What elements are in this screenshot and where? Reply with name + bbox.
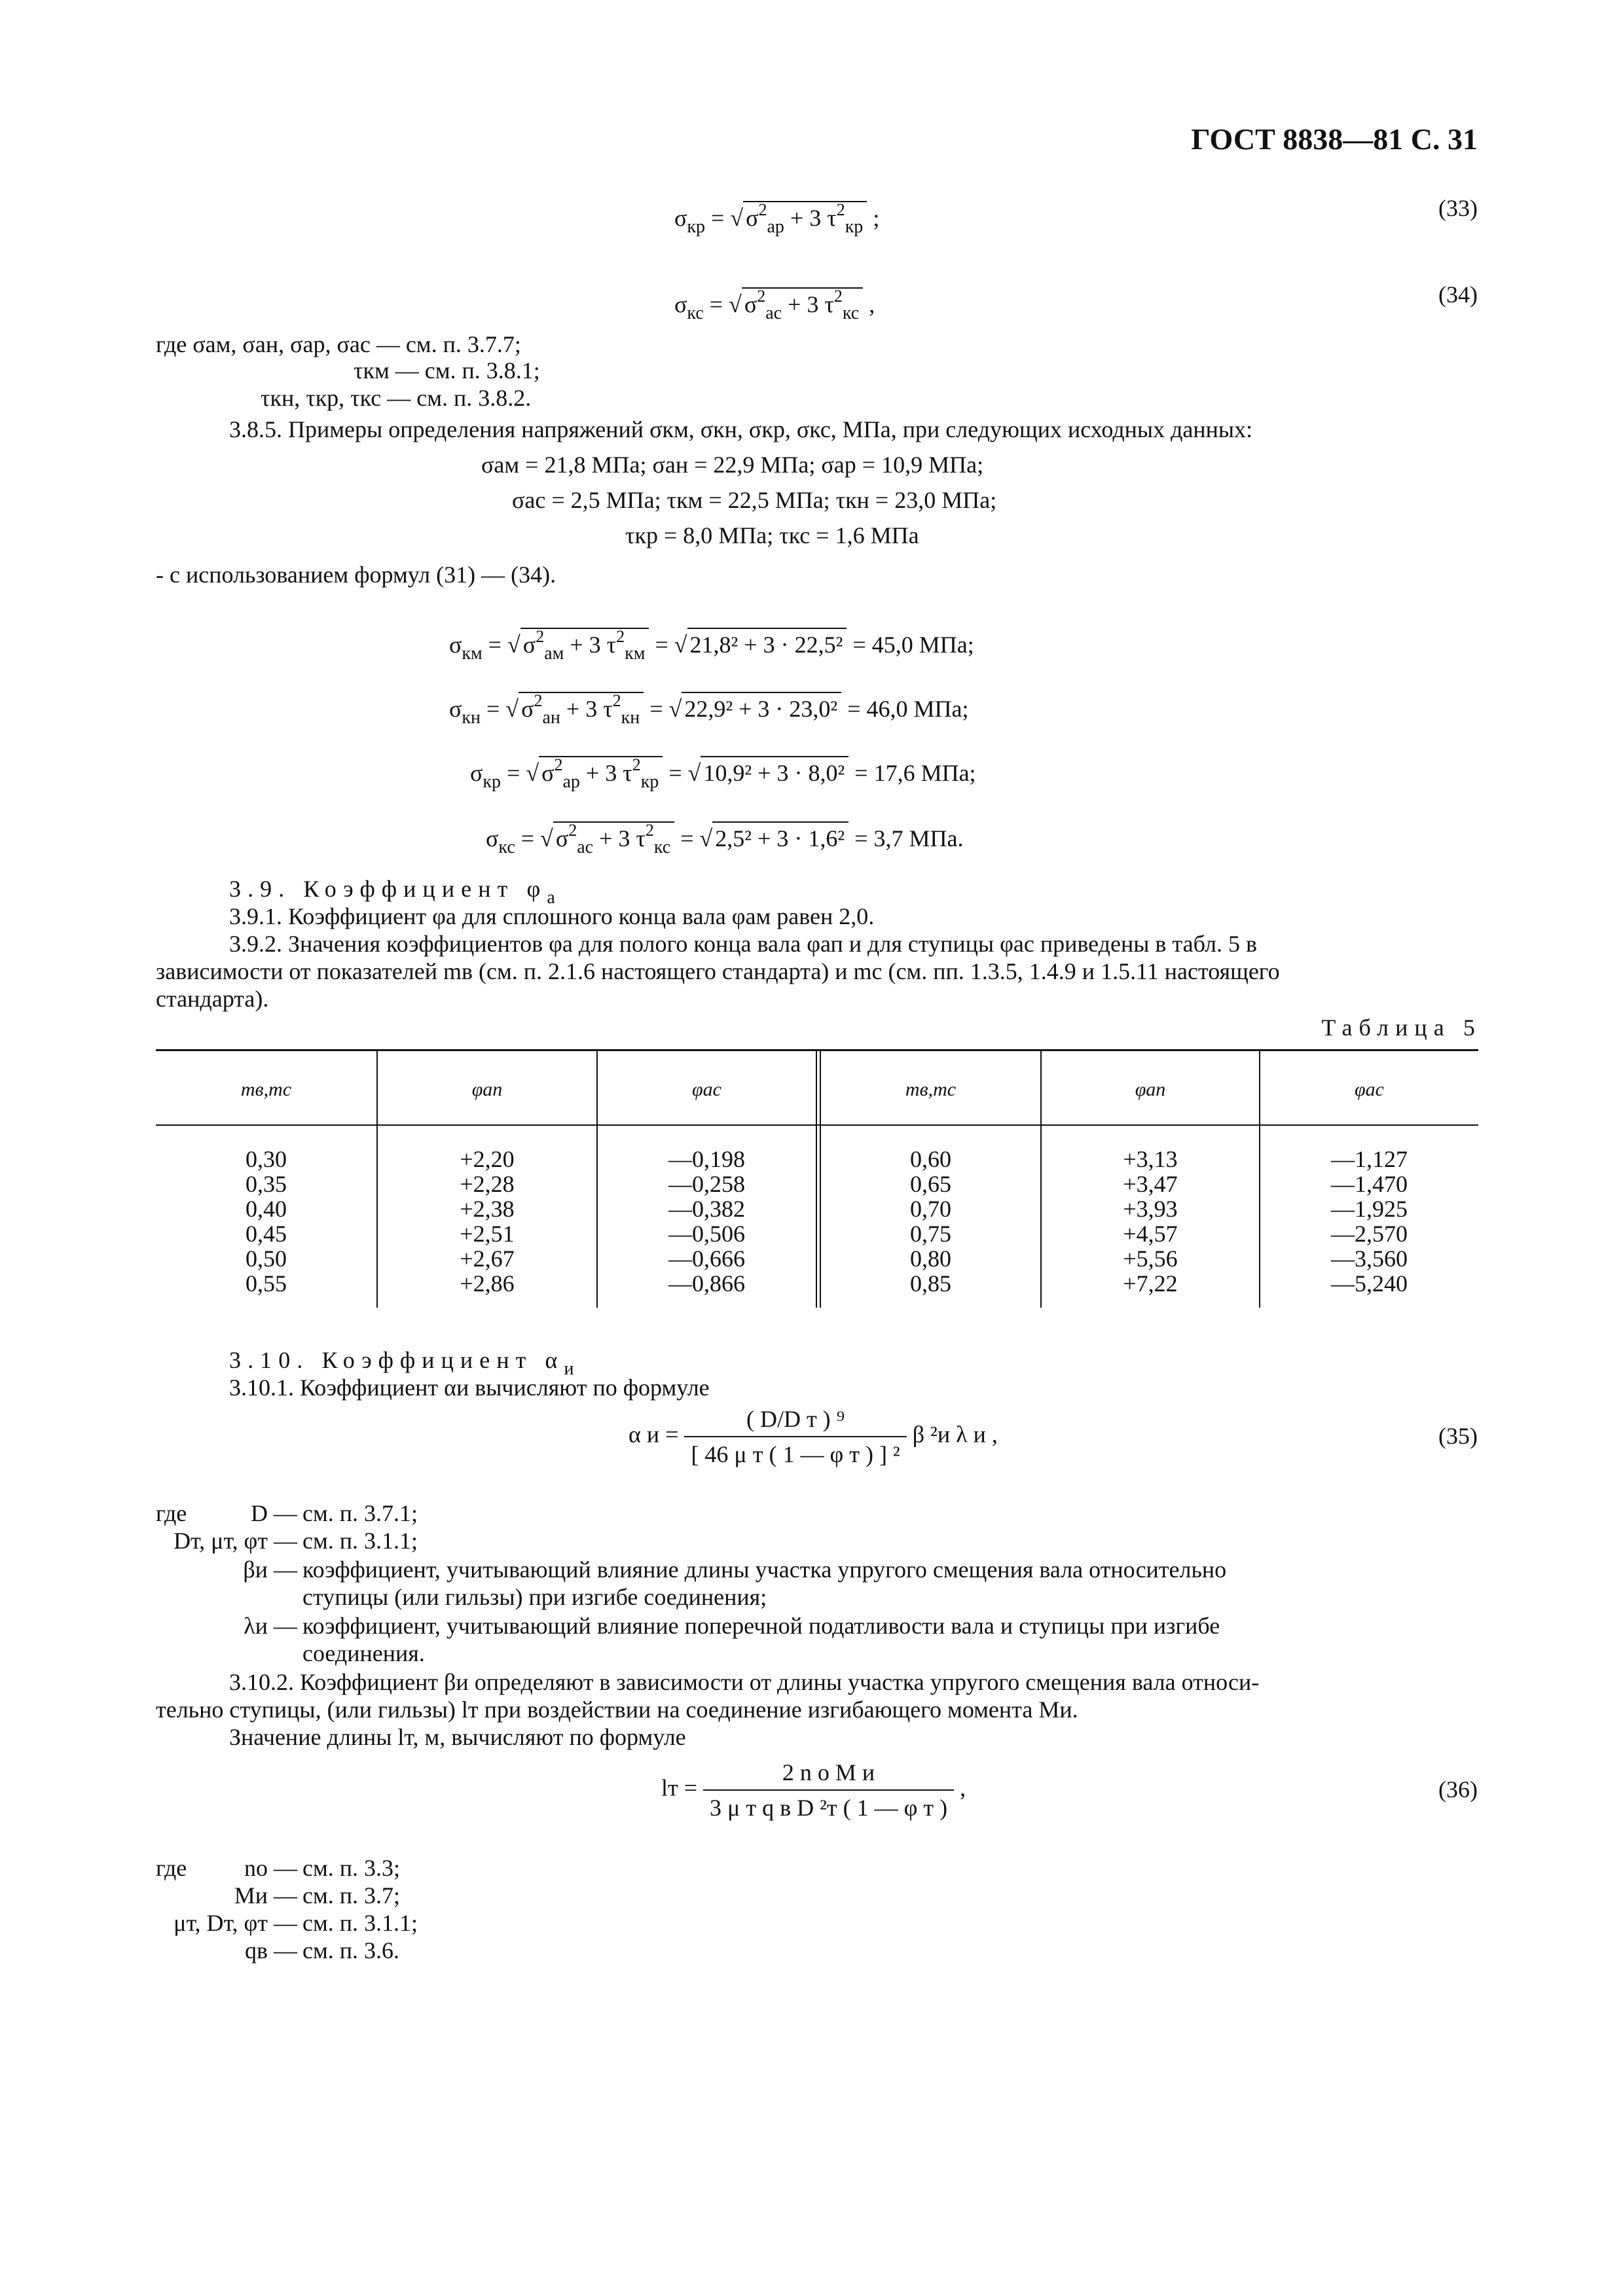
equation-33: $\sigma_{кр}$ = √ $\sigma^2_{ар} + 3$ $\tau^2_{кр}$ ; (674, 200, 880, 237)
where-word: где (156, 1855, 187, 1881)
equation-34: $\sigma_{кс}$ = √ $\sigma^2_{ас} + 3$ $\tau^2_{кс}$ , (674, 287, 875, 323)
table-column-values: +3,13 +3,47 +3,93 +4,57 +5,56 +7,22 (1123, 1146, 1178, 1297)
paragraph-3-9-1: 3.9.1. Коэффициент φа для сплошного конца вала φам равен 2,0. (229, 903, 875, 929)
table-header-cell: mв,mс (905, 1079, 957, 1100)
table-header-cell: φас (1355, 1079, 1384, 1100)
equation-36: lт = $\frac{\text{2 n о M и}}{\text{3 μ т q в D ²т ( 1 — φ т )}}$ , (661, 1759, 966, 1821)
where-symbol: nо — (244, 1855, 297, 1881)
table-header-cell: φап (471, 1079, 503, 1100)
where-symbol: Dт, μт, φт — (173, 1528, 297, 1554)
given-line: σас = 2,5 МПа; τкм = 22,5 МПа; τкн = 23,0 МПа; (512, 487, 997, 513)
paragraph-3-10-2-line: 3.10.2. Коэффициент βи определяют в зависимости от длины участка упругого смещения вала относи- (229, 1669, 1260, 1695)
where-line: τкм — см. п. 3.8.1; (354, 357, 540, 384)
table-caption: Таблица 5 (1321, 1014, 1482, 1041)
paragraph-3-10-2-line: тельно ступицы, (или гильзы) lт при воздействии на соединение изгибающего момента Mи. (156, 1696, 1078, 1723)
where-text: ступицы (или гильзы) при изгибе соединения; (302, 1584, 767, 1610)
using-formulas: - с использованием формул (31) — (34). (156, 562, 556, 588)
table-col-rule (816, 1049, 817, 1308)
table-column-values: —0,198 —0,258 —0,382 —0,506 —0,666 —0,866 (668, 1146, 745, 1297)
page-header: ГОСТ 8838—81 С. 31 (1191, 122, 1478, 156)
where-text: см. п. 3.7.1; (302, 1500, 418, 1526)
example-equation: $\sigma_{кс}$ = √ $\sigma^2_{ас} + 3$ $\tau^2_{кс}$ = √ 2,5² + 3 · 1,6² = 3,7 МПа. (486, 821, 964, 857)
where-text: см. п. 3.1.1; (302, 1528, 418, 1554)
where-symbol: D — (251, 1500, 297, 1526)
table-column-values: 0,60 0,65 0,70 0,75 0,80 0,85 (910, 1146, 951, 1297)
equation-34-number: (34) (1438, 281, 1478, 308)
table-header-cell: mв,mс (240, 1079, 292, 1100)
table-column-values: 0,30 0,35 0,40 0,45 0,50 0,55 (246, 1146, 287, 1297)
equation-35-number: (35) (1438, 1423, 1478, 1449)
table-header-cell: φап (1135, 1079, 1166, 1100)
table-column-values: +2,20 +2,28 +2,38 +2,51 +2,67 +2,86 (460, 1146, 515, 1297)
where-text: см. п. 3.3; (302, 1855, 401, 1881)
paragraph-3-10-1: 3.10.1. Коэффициент αи вычисляют по формуле (229, 1374, 710, 1401)
paragraph-3-9-2-line: зависимости от показателей mв (см. п. 2.1.6 настоящего стандарта) и mс (см. пп. 1.3.5, 1.4.9 и 1.5.11 настоящего (156, 958, 1280, 984)
where-text: см. п. 3.7; (302, 1882, 401, 1909)
table-column-values: —1,127 —1,470 —1,925 —2,570 —3,560 —5,240 (1331, 1146, 1408, 1297)
example-equation: $\sigma_{кн}$ = √ $\sigma^2_{ан} + 3$ $\tau^2_{кн}$ = √ 22,9² + 3 · 23,0² = 46,0 МПа; (449, 691, 969, 728)
given-line: σам = 21,8 МПа; σан = 22,9 МПа; σар = 10,9 МПа; (481, 452, 984, 478)
table-header-cell: φас (692, 1079, 721, 1100)
where-word: где (156, 1500, 187, 1526)
where-symbol: qв — (245, 1937, 297, 1964)
example-equation: $\sigma_{км}$ = √ $\sigma^2_{ам} + 3$ $\tau^2_{км}$ = √ 21,8² + 3 · 22,5² = 45,0 МПа; (449, 627, 974, 664)
where-symbol: Mи — (234, 1882, 297, 1909)
paragraph-3-8-5: 3.8.5. Примеры определения напряжений σкм, σкн, σкр, σкс, МПа, при следующих исходных данных: (229, 416, 1253, 442)
where-symbol: βи — (243, 1556, 297, 1583)
paragraph-3-9-2-line: стандарта). (156, 986, 269, 1012)
where-text: соединения. (302, 1640, 425, 1666)
where-text: коэффициент, учитывающий влияние поперечной податливости вала и ступицы при изгибе (302, 1613, 1220, 1639)
where-text: коэффициент, учитывающий влияние длины участка упругого смещения вала относительно (302, 1556, 1227, 1583)
where-line: τкн, τкр, τкс — см. п. 3.8.2. (261, 385, 532, 411)
section-3-9-title: 3.9. Коэффициент $\varphi_а$ (229, 876, 555, 908)
table-header-rule (156, 1124, 1478, 1126)
where-text: см. п. 3.6. (302, 1937, 400, 1964)
paragraph-length: Значение длины lт, м, вычисляют по формуле (229, 1724, 686, 1750)
example-equation: $\sigma_{кр}$ = √ $\sigma^2_{ар} + 3$ $\tau^2_{кр}$ = √ 10,9² + 3 · 8,0² = 17,6 МПа; (470, 755, 976, 792)
equation-35: α и = $\frac{\text{( D/D т ) ⁹}}{\text{[ 46 μ т ( 1 — φ т ) ] ²}}$ β ²и λ и , (629, 1406, 998, 1467)
where-symbol: λи — (244, 1613, 297, 1639)
table-top-rule (156, 1049, 1478, 1051)
equation-36-number: (36) (1438, 1776, 1478, 1803)
where-symbol: μт, Dт, φт — (173, 1910, 297, 1936)
section-3-10-title: 3.10. Коэффициент $\alpha_и$ (229, 1347, 574, 1379)
where-text: см. п. 3.1.1; (302, 1910, 418, 1936)
paragraph-3-9-2-line: 3.9.2. Значения коэффициентов φа для полого конца вала φап и для ступицы φас приведены в табл. 5 в (229, 931, 1257, 957)
given-line: τкр = 8,0 МПа; τкс = 1,6 МПа (625, 522, 919, 548)
equation-33-number: (33) (1438, 195, 1478, 221)
where-line: где σам, σан, σар, σас — см. п. 3.7.7; (156, 331, 521, 357)
